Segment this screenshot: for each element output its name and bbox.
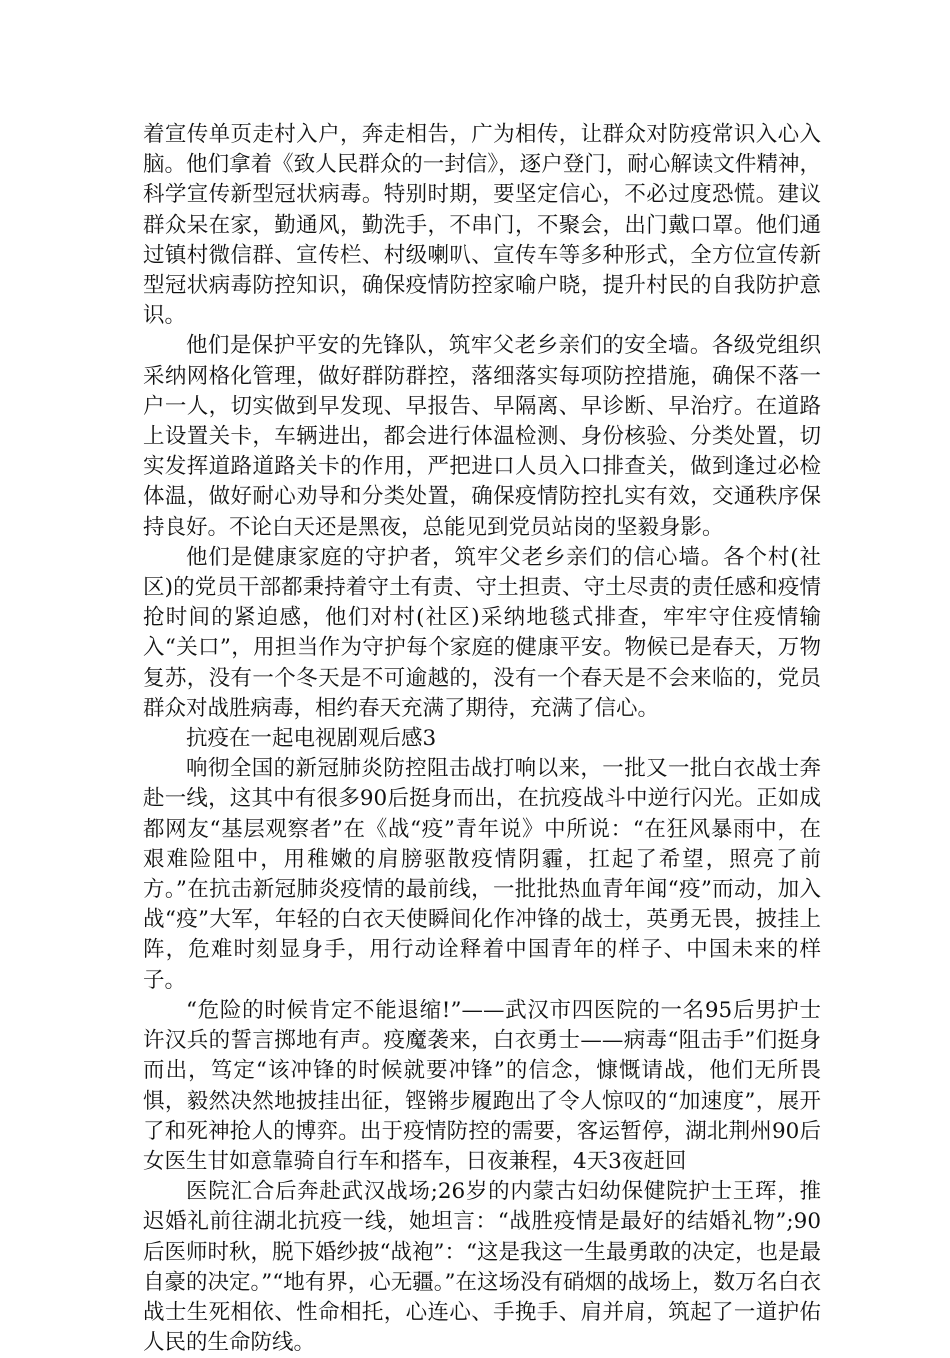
paragraph-2: 他们是保护平安的先锋队，筑牢父老乡亲们的安全墙。各级党组织采纳网格化管理，做好群防群控，落细落实每项防控措施，确保不落一户一人，切实做到早发现、早报告、早隔离、早诊断、早治疗。在道路上设置关卡，车辆进出，都会进行体温检测、身份核验、分类处置，切实发挥道路道路关卡的作用，严把进口人员入口排查关，做到逢过必检体温，做好耐心劝导和分类处置，确保疫情防控扎实有效，交通秩序保持良好。不论白天还是黑夜，总能见到党员站岗的坚毅身影。: [143, 333, 821, 540]
section-heading: 抗疫在一起电视剧观后感3: [186, 726, 437, 752]
paragraph-3: 他们是健康家庭的守护者，筑牢父老乡亲们的信心墙。各个村(社区)的党员干部都秉持着守土有责、守土担责、守土尽责的责任感和疫情抢时间的紧迫感，他们对村(社区)采纳地毯式排查，牢牢守住疫情输入“关口”，用担当作为守护每个家庭的健康平安。物候已是春天，万物复苏，没有一个冬天是不可逾越的，没有一个春天是不会来临的，党员群众对战胜病毒，相约春天充满了期待，充满了信心。: [143, 544, 821, 721]
paragraph-4: 响彻全国的新冠肺炎防控阻击战打响以来，一批又一批白衣战士奔赴一线，这其中有很多90后挺身而出，在抗疫战斗中逆行闪光。正如成都网友“基层观察者”在《战“疫”青年说》中所说：“在狂风暴雨中，在艰难险阻中，用稚嫩的肩膀驱散疫情阴霾，扛起了希望，照亮了前方。”在抗击新冠肺炎疫情的最前线，一批批热血青年闻“疫”而动，加入战“疫”大军，年轻的白衣天使瞬间化作冲锋的战士，英勇无畏，披挂上阵，危难时刻显身手，用行动诠释着中国青年的样子、中国未来的样子。: [143, 756, 821, 993]
paragraph-1: 着宣传单页走村入户，奔走相告，广为相传，让群众对防疫常识入心入脑。他们拿着《致人民群众的一封信》，逐户登门，耐心解读文件精神，科学宣传新型冠状病毒。特别时期，要坚定信心，不必过度恐慌。建议群众呆在家，勤通风，勤洗手，不串门，不聚会，出门戴口罩。他们通过镇村微信群、宣传栏、村级喇叭、宣传车等多种形式，全方位宣传新型冠状病毒防控知识，确保疫情防控家喻户晓，提升村民的自我防护意识。: [143, 122, 821, 329]
paragraph-6: 医院汇合后奔赴武汉战场;26岁的内蒙古妇幼保健院护士王珲，推迟婚礼前往湖北抗疫一线，她坦言：“战胜疫情是最好的结婚礼物”;90后医师时秋，脱下婚纱披“战袍”：“这是我这一生最勇敢的决定，也是最自豪的决定。”“地有界，心无疆。”在这场没有硝烟的战场上，数万名白衣战士生死相依、性命相托，心连心、手挽手、肩并肩，筑起了一道护佑人民的生命防线。: [143, 1179, 821, 1356]
paragraph-5: “危险的时候肯定不能退缩!”——武汉市四医院的一名95后男护士许汉兵的誓言掷地有声。疫魔袭来，白衣勇士——病毒“阻击手”们挺身而出，笃定“该冲锋的时候就要冲锋”的信念，慷慨请战，他们无所畏惧，毅然决然地披挂出征，铿锵步履跑出了令人惊叹的“加速度”，展开了和死神抢人的博弈。出于疫情防控的需要，客运暂停，湖北荆州90后女医生甘如意靠骑自行车和搭车，日夜兼程，4天3夜赶回: [143, 997, 821, 1174]
document-body: [143, 120, 821, 1358]
